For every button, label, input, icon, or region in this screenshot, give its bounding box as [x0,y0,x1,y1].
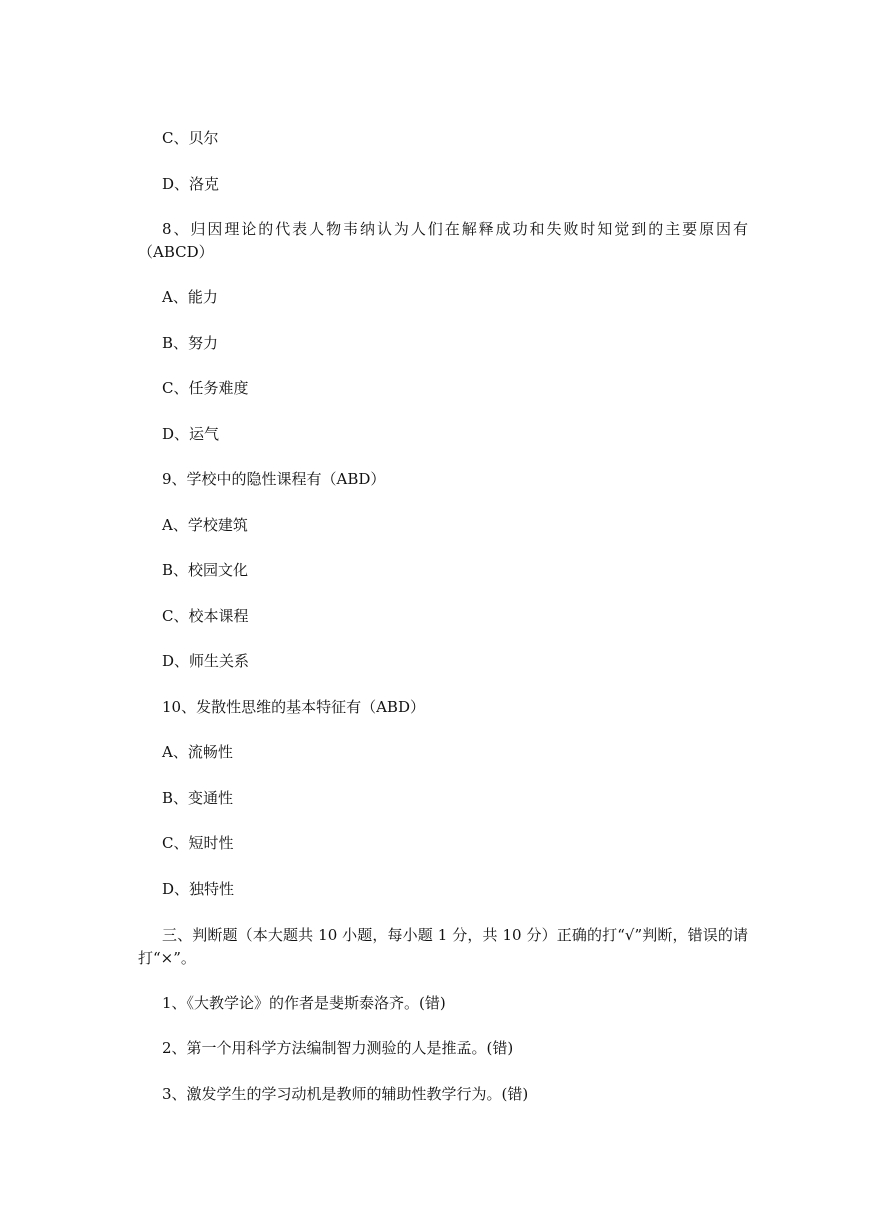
q9-option-b: B、校园文化 [162,561,249,579]
q8-option-a: A、能力 [162,288,218,306]
judgement-item-1: 1、《大教学论》的作者是斐斯泰洛齐。(错) [162,994,446,1012]
q7-option-c: C、贝尔 [162,129,219,147]
q10-option-b: B、变通性 [162,789,234,807]
q10-option-d: D、独特性 [162,880,235,898]
q8-option-b: B、努力 [162,334,219,352]
q8-question: 8、归因理论的代表人物韦纳认为人们在解释成功和失败时知觉到的主要原因有（ABCD） [138,220,748,261]
judgement-item-3: 3、激发学生的学习动机是教师的辅助性教学行为。(错) [162,1085,529,1103]
section-3-heading: 三、判断题（本大题共 10 小题，每小题 1 分，共 10 分）正确的打“√”判断，错误的请打“×”。 [138,926,748,967]
q9-option-c: C、校本课程 [162,607,249,625]
q9-option-d: D、师生关系 [162,652,250,670]
q8-option-c: C、任务难度 [162,379,249,397]
q10-option-c: C、短时性 [162,834,234,852]
q7-option-d: D、洛克 [162,175,220,193]
q9-option-a: A、学校建筑 [162,516,248,534]
q8-option-d: D、运气 [162,425,220,443]
q10-option-a: A、流畅性 [162,743,233,761]
q9-question: 9、学校中的隐性课程有（ABD） [162,470,386,488]
judgement-item-2: 2、第一个用科学方法编制智力测验的人是推孟。(错) [162,1039,514,1057]
q10-question: 10、发散性思维的基本特征有（ABD） [162,698,425,716]
